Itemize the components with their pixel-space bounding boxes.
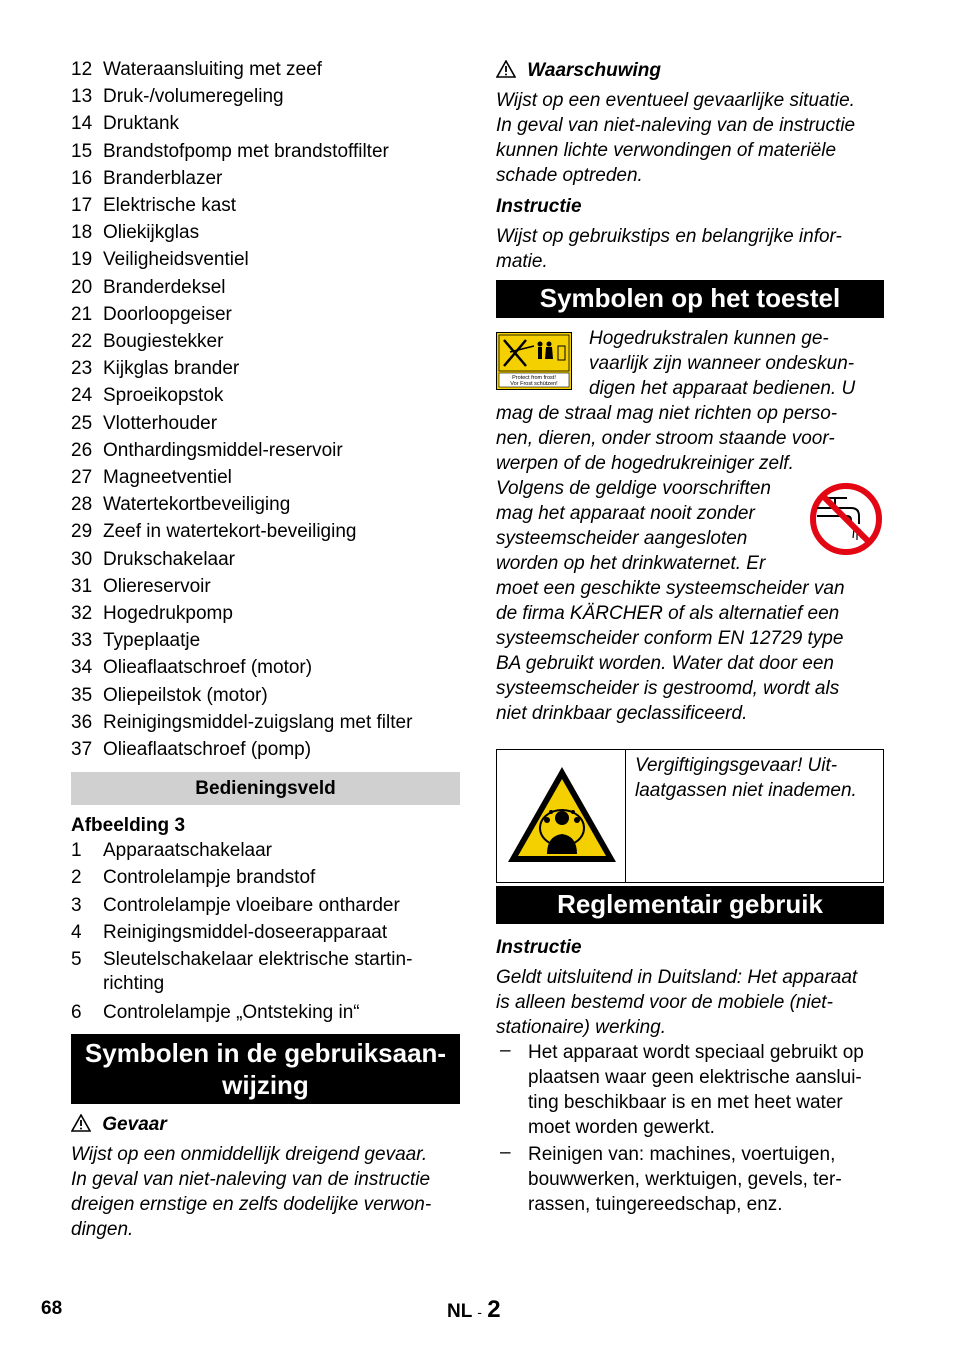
poison-line: Vergiftigingsgevaar! Uit- <box>635 755 838 776</box>
item-label: Hogedrukpomp <box>103 603 233 624</box>
bullet-line: ting beschikbaar is en met heet water <box>528 1092 843 1113</box>
control-panel-item <box>71 840 272 862</box>
label-line2: Vor Frost schützen! <box>510 381 558 387</box>
item-label-line: Sleutelschakelaar elektrische startin- <box>103 949 413 971</box>
item-number: 3 <box>71 894 82 916</box>
parts-list-item <box>71 494 290 516</box>
item-label: Kijkglas brander <box>103 358 240 380</box>
water-line: mag het apparaat nooit zonder <box>496 503 755 524</box>
item-label-line: Controlelampje brandstof <box>103 867 316 889</box>
section-page-label <box>447 1296 501 1324</box>
note-line: matie. <box>496 251 548 272</box>
proper-use-note-line: Geldt uitsluitend in Duitsland: Het apparaat <box>496 967 858 988</box>
parts-list-item <box>71 141 389 163</box>
item-label-line: richting <box>103 973 165 995</box>
item-number: 16 <box>71 167 93 189</box>
control-panel-item <box>71 922 387 944</box>
hp-line: nen, dieren, onder stroom staande voor- <box>496 428 835 449</box>
item-number: 6 <box>71 1001 82 1023</box>
warning-block <box>496 60 884 188</box>
warning-triangle-icon <box>71 1114 91 1132</box>
item-label: Olieaflaatschroef (pomp) <box>103 739 312 760</box>
symbols-manual-heading <box>71 1034 460 1104</box>
item-label <box>103 1002 360 1024</box>
warning-text <box>496 88 884 188</box>
water-line: systeemscheider conform EN 12729 type <box>496 628 844 649</box>
item-label: Veiligheidsventiel <box>103 249 249 271</box>
item-label: Brandstofpomp met brandstoffilter <box>103 140 389 162</box>
bullet-line: bouwwerken, werktuigen, gevels, ter- <box>528 1169 842 1190</box>
water-line: systeemscheider aangesloten <box>496 528 748 549</box>
proper-use-note-title: Instructie <box>496 937 582 958</box>
bullet-dash: – <box>500 1142 511 1163</box>
item-number: 2 <box>71 867 82 889</box>
bullet-line: Het apparaat wordt speciaal gebruikt op <box>528 1042 864 1063</box>
parts-list-item <box>71 358 239 380</box>
item-number: 17 <box>71 195 93 216</box>
item-number: 15 <box>71 140 93 162</box>
item-number: 19 <box>71 249 93 271</box>
danger-line: dreigen ernstige en zelfs dodelijke verwon- <box>71 1194 432 1215</box>
parts-list-item <box>71 86 284 108</box>
proper-use-note-line: is alleen bestemd voor de mobiele (niet- <box>496 992 833 1013</box>
poison-line: laatgassen niet inademen. <box>635 780 857 801</box>
item-label: Zeef in watertekort-beveiliging <box>103 521 357 543</box>
bullet-text <box>528 1040 884 1140</box>
control-panel-item <box>71 949 412 996</box>
bullet-line: moet worden gewerkt. <box>528 1117 715 1138</box>
danger-line: dingen. <box>71 1219 134 1240</box>
water-line: niet drinkbaar geclassificeerd. <box>496 703 748 724</box>
parts-list-item <box>71 413 217 435</box>
item-number: 24 <box>71 385 93 407</box>
bullet-line: Reinigen van: machines, voertuigen, <box>528 1144 836 1165</box>
item-label: Druktank <box>103 113 180 135</box>
parts-list-item <box>71 576 211 598</box>
symbols-manual-heading-line1: Symbolen in de gebruiksaan- <box>84 1038 447 1068</box>
language-code: NL <box>447 1301 472 1322</box>
parts-list-item <box>71 222 199 244</box>
item-number: 30 <box>71 548 93 570</box>
warning-title: Waarschuwing <box>527 60 662 81</box>
toxic-gas-warning-icon <box>505 764 619 866</box>
parts-list-item <box>71 59 322 81</box>
danger-line: Wijst op een onmiddellijk dreigend gevaar. <box>71 1144 428 1165</box>
parts-list-item <box>71 385 223 407</box>
parts-list-item <box>71 304 232 326</box>
item-number: 36 <box>71 711 93 733</box>
bullet-line: rassen, tuingereedschap, enz. <box>528 1194 783 1215</box>
item-number: 14 <box>71 113 93 135</box>
item-label <box>103 867 315 889</box>
item-number: 1 <box>71 840 82 861</box>
item-label <box>103 840 272 862</box>
parts-list-item <box>71 331 223 353</box>
item-label-line: Apparaatschakelaar <box>103 840 272 861</box>
item-label: Oliepeilstok (motor) <box>103 684 268 706</box>
proper-use-note-text <box>496 965 884 1040</box>
item-label <box>103 949 412 996</box>
item-number: 28 <box>71 494 93 516</box>
item-label: Watertekortbeveiliging <box>103 494 291 516</box>
item-label: Sproeikopstok <box>103 385 224 407</box>
item-number: 26 <box>71 439 93 461</box>
water-line: worden op het drinkwaternet. Er <box>496 553 766 574</box>
poison-text <box>635 753 879 803</box>
item-label: Olieaflaatschroef (motor) <box>103 657 313 679</box>
warning-triangle-icon <box>496 60 516 78</box>
water-line: de firma KÄRCHER of als alternatief een <box>496 603 840 624</box>
proper-use-note-line: stationaire) werking. <box>496 1017 667 1038</box>
danger-block <box>71 1114 460 1242</box>
item-number: 34 <box>71 657 93 679</box>
item-label-line: Reinigingsmiddel-doseerapparaat <box>103 921 388 943</box>
table-divider <box>625 750 626 882</box>
item-number: 32 <box>71 603 93 624</box>
bullet-text <box>528 1142 884 1217</box>
item-number: 4 <box>71 921 82 943</box>
label-line1: Protect from frost! <box>512 375 556 381</box>
water-line: Volgens de geldige voorschriften <box>496 478 771 499</box>
section-page-number: 2 <box>487 1296 501 1323</box>
item-label-line: Controlelampje vloeibare ontharder <box>103 894 400 916</box>
parts-list-item <box>71 440 343 462</box>
item-number: 31 <box>71 575 93 597</box>
item-number: 12 <box>71 59 93 80</box>
control-panel-item <box>71 1002 360 1024</box>
item-label: Magneetventiel <box>103 467 232 488</box>
item-label: Bougiestekker <box>103 331 224 352</box>
item-number: 25 <box>71 412 93 434</box>
parts-list-item <box>71 277 226 299</box>
parts-list-item <box>71 603 233 625</box>
danger-title-row <box>71 1114 460 1138</box>
hp-line: vaarlijk zijn wanneer ondeskun- <box>589 353 855 374</box>
warning-line: In geval van niet-naleving van de instructie <box>496 115 856 136</box>
item-label: Reinigingsmiddel-zuigslang met filter <box>103 711 413 733</box>
item-label: Onthardingsmiddel-reservoir <box>103 439 343 461</box>
item-number: 29 <box>71 521 93 543</box>
symbols-device-heading: Symbolen op het toestel <box>496 280 884 318</box>
drinking-water-text <box>496 476 884 726</box>
water-line: BA gebruikt worden. Water dat door een <box>496 653 834 674</box>
parts-list-item <box>71 549 235 571</box>
symbols-manual-heading-line2: wijzing <box>222 1070 309 1100</box>
item-label <box>103 922 387 944</box>
item-label: Branderdeksel <box>103 276 226 298</box>
item-number: 37 <box>71 739 93 760</box>
control-panel-heading: Bedieningsveld <box>71 772 460 805</box>
danger-text <box>71 1142 460 1242</box>
item-label: Elektrische kast <box>103 195 237 216</box>
item-label: Vlotterhouder <box>103 412 218 434</box>
hp-line: mag de straal mag niet richten op perso- <box>496 403 838 424</box>
warning-line: Wijst op een eventueel gevaarlijke situatie. <box>496 90 855 111</box>
warning-line: schade optreden. <box>496 165 643 186</box>
item-number: 27 <box>71 467 93 488</box>
parts-list-item <box>71 685 268 707</box>
hp-line: Hogedrukstralen kunnen ge- <box>589 328 829 349</box>
control-panel-item <box>71 895 400 917</box>
item-number: 5 <box>71 949 82 971</box>
item-number: 23 <box>71 358 93 380</box>
item-label: Oliekijkglas <box>103 222 200 244</box>
parts-list-item <box>71 739 311 761</box>
figure-label: Afbeelding 3 <box>71 815 186 836</box>
item-label: Oliereservoir <box>103 575 211 597</box>
water-line: systeemscheider is gestroomd, wordt als <box>496 678 840 699</box>
parts-list-item <box>71 521 356 543</box>
warning-title-row <box>496 60 884 84</box>
item-label-line: Controlelampje „Ontsteking in“ <box>103 1001 360 1023</box>
item-number: 22 <box>71 331 93 352</box>
item-label: Typeplaatje <box>103 630 201 652</box>
hp-line: digen het apparaat bedienen. U <box>589 378 856 399</box>
parts-list-item <box>71 168 222 190</box>
danger-title: Gevaar <box>102 1114 167 1135</box>
item-label: Wateraansluiting met zeef <box>103 59 322 80</box>
parts-list-item <box>71 657 312 679</box>
high-pressure-text <box>496 326 884 476</box>
note-title: Instructie <box>496 196 582 217</box>
item-label: Doorloopgeiser <box>103 303 232 325</box>
item-label: Druk-/volumeregeling <box>103 86 284 108</box>
parts-list-item <box>71 467 232 489</box>
danger-line: In geval van niet-naleving van de instructie <box>71 1169 431 1190</box>
item-number: 21 <box>71 303 93 325</box>
item-number: 33 <box>71 630 93 652</box>
bullet-line: plaatsen waar geen elektrische aanslui- <box>528 1067 862 1088</box>
page-number: 68 <box>41 1298 63 1319</box>
item-number: 18 <box>71 222 93 244</box>
item-label <box>103 895 400 917</box>
item-number: 35 <box>71 684 93 706</box>
hp-line: werpen of de hogedrukreiniger zelf. <box>496 453 794 474</box>
warning-line: kunnen lichte verwondingen of materiële <box>496 140 837 161</box>
item-label: Branderblazer <box>103 167 223 189</box>
poison-warning-table <box>496 749 884 883</box>
separator: - <box>477 1304 482 1320</box>
item-number: 20 <box>71 276 93 298</box>
control-panel-item <box>71 867 315 889</box>
proper-use-heading: Reglementair gebruik <box>496 886 884 924</box>
item-number: 13 <box>71 86 93 108</box>
note-line: Wijst op gebruikstips en belangrijke infor- <box>496 226 842 247</box>
bullet-dash: – <box>500 1040 511 1061</box>
parts-list-item <box>71 630 200 652</box>
parts-list-item <box>71 249 249 271</box>
note-text <box>496 224 884 274</box>
item-label: Drukschakelaar <box>103 548 235 570</box>
parts-list-item <box>71 113 179 135</box>
parts-list-item <box>71 195 236 217</box>
water-line: moet een geschikte systeemscheider van <box>496 578 845 599</box>
parts-list-item <box>71 712 412 734</box>
